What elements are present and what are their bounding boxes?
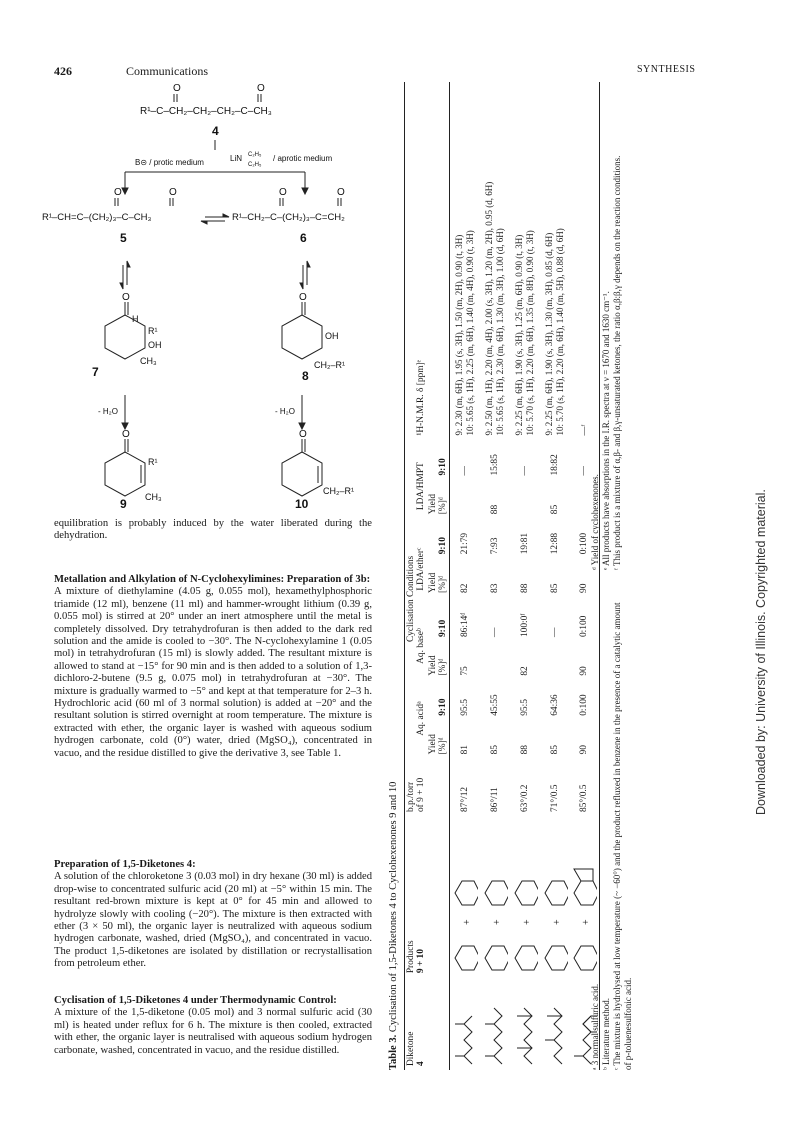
- cell-nmr: 9: 2.25 (m, 6H), 1.90 (s, 3H), 1.30 (m, 3H), 0.85 (d, 6H) 10: 5.70 (s, 1H), 2.20 (m, 6H), 1.40 (m, 5H), 0.88 (d, 6H): [543, 228, 565, 436]
- para-metallation: A mixture of diethylamine (4.05 g, 0.055 mol), hexamethylphosphoric triamide (12 ml), benzene (11 ml) and hammer-wrought lithium (0.39 g, 0.055 mol) is stirred at 20° under an inert atmosphere until the metal is completely dissolved. Dry tetrahydrofuran is then added to the dark red solution and the amide is cooled to −30°. The N-cyclohexylamine 1 (0.05 mol) in tetrahydrofuran (15 ml) is slowly added. The resultant mixture is allowed to stand at −15° for 90 min and is then added to a solution of 1,3-dichloro-2-butene (9.5 g, 0.075 mol) in tetrahydrofuran at −30°. The mixture is gradually warmed to −5° and kept at that temperature for 2–3 h. Hydrochloric acid (60 ml of 3 normal solution) is added at −20° and the resultant solution is stirred overnight at room temperature. The mixture is extracted with ether, the organic layer is washed with aqueous sodium hydrogen carbonate, cold (0°) water, dried (MgSO₄), concentrated in vacuo, and the residue distilled to give the derivative 3, see Table 1.: [54, 586, 372, 759]
- download-watermark-text: Downloaded by: University of Illinois. Copyrighted material.: [754, 489, 768, 815]
- sub-h: H: [132, 314, 139, 324]
- label-4: 4: [212, 124, 219, 138]
- minus-water: - H₂O: [98, 407, 118, 416]
- table-caption-label: Table 3.: [388, 1034, 399, 1070]
- ring-o: O: [122, 292, 130, 303]
- para-diketones: A solution of the chloroketone 3 (0.03 mol) in dry hexane (30 ml) is added drop-wise to concentrated sulfuric acid (20 ml) at −5° within 15 min. The resultant red-brown mixture is kept at 0° for 45 min and allowed to hydrolyze slowly with cooling (−20°). The mixture is then extracted with ether (3 × 50 ml), the organic layer is neutralized with aqueous sodium hydrogen carbonate, washed, dried (MgSO₄), and concentrated in vacuo. The product 1,5-diketones are isolated by distillation or recrystallisation from petroleum ether.: [54, 871, 372, 970]
- diketone-skeleton-icon: [452, 1006, 478, 1066]
- table-caption: [388, 782, 399, 1070]
- compound-6: R¹–CH₂–C–(CH₂)₃–C=CH₂: [232, 212, 345, 223]
- diketone-skeleton-icon: [512, 1006, 538, 1066]
- label-7: 7: [92, 365, 99, 379]
- cell-bp: 86°/11: [489, 787, 500, 813]
- condition-aprotic: / aprotic medium: [273, 154, 333, 163]
- reaction-scheme: [40, 80, 385, 510]
- intro-paragraph: [54, 518, 372, 543]
- col-bp: b.p./torr of 9 + 10: [406, 777, 426, 813]
- svg-text:+: +: [491, 919, 503, 926]
- carbonyl-o: O: [169, 187, 177, 198]
- label-5: 5: [120, 231, 127, 245]
- table-row: + 71°/0.5 85 64:36 — 85 12:88 85 18:82 9: 2.25 (m, 6H), 1.90 (s, 3H), 1.30 (m, 3H), 0.85 (d, 6H) 10: 5.70 (s, 1H), 2.20 (m, 6H), 1.40 (m, 5H), 0.88 (d, 6H): [540, 82, 570, 1070]
- section-cyclisation: [54, 995, 372, 1057]
- diketone-structure: [540, 977, 570, 1070]
- footnote-e: ᵉ All products have absorptions in the I.R. spectra at ν = 1670 and 1630 cm⁻¹.: [601, 291, 611, 570]
- carbonyl-o: O: [257, 83, 265, 94]
- sub-ch3: CH₃: [145, 492, 162, 502]
- amide-bottom: C₂H₅: [248, 162, 262, 168]
- col-conditions: Cyclisation Conditions Aq. acidᵃ Aq. baseᵇ LDA/etherᶜ LDA/HMPT: [406, 462, 426, 736]
- footnote-a: ᵃ 3 normal sulfuric acid.: [590, 983, 600, 1070]
- download-watermark: [740, 395, 770, 815]
- product-structures: [510, 816, 540, 977]
- diketone-structure: [450, 977, 480, 1070]
- scheme-drawing: [40, 80, 385, 510]
- section-diketones: [54, 859, 372, 971]
- sub-ch3: CH₃: [140, 356, 157, 366]
- footnote-f: ᶠ This product is a mixture of α,β- and β,γ-unsaturated ketones, the ratio α,β:β,γ depends on the reaction conditions.: [612, 155, 622, 570]
- condition-protic: B⊝ / protic medium: [135, 158, 204, 167]
- para-cyclisation: A mixture of the 1,5-diketone (0.05 mol) and 3 normal sulfuric acid (30 ml) is heated under reflux for 6 h. The mixture is then cooled, extracted with ether, the organic layer is neutralised with aqueous sodium hydrogen carbonate, washed, concentrated in vacuo, and the residue distilled.: [54, 1007, 372, 1056]
- cyclohexenone-pair-icon: [482, 863, 508, 973]
- ring-o: O: [122, 429, 130, 440]
- footnote-d: ᵈ Yield of cyclohexenones.: [590, 474, 600, 570]
- footnote-c: ᶜ The mixture is hydrolysed at low temperature (~ −60°) and the product refluxed in benzene in the presence of a catalytic amount of p-toluenesulfonic acid.: [612, 602, 633, 1070]
- amide-li: LiN: [230, 154, 243, 163]
- carbonyl-o: O: [173, 83, 181, 94]
- sub-ch2r1: CH₂–R¹: [323, 486, 354, 496]
- diketone-structure: [510, 977, 540, 1070]
- table-row: + 86°/11 85 45:55 — 83 7:93 88 15:85 9: 2.50 (m, 1H), 2.20 (m, 4H), 2.00 (s, 3H), 1.20 (m, 2H), 0.95 (d, 6H) 10: 5.65 (s, 1H), 2.30 (m, 6H), 1.30 (m, 3H), 1.00 (d, 6H): [480, 82, 510, 1070]
- minus-water: - H₂O: [275, 407, 295, 416]
- sub-oh: OH: [148, 340, 162, 350]
- col-diketone: Diketone 4: [406, 1031, 426, 1066]
- table-row: + 87°/12 81 95:5 75 86:14ᵈ 82 21:79 — 9: 2.30 (m, 6H), 1.95 (s, 3H), 1.50 (m, 2H), 0.90 (t, 3H) 10: 5.65 (s, 1H), 2.25 (m, 6H), 1.40 (m, 4H), 0.90 (t, 3H): [450, 82, 480, 1070]
- cell-bp: 85°/0.5: [579, 784, 590, 813]
- table-row: + 85°/0.5 90 0:100 90 0:100 90 0:100 — —ᶠ: [570, 82, 600, 1070]
- cyclohexenone-pair-icon: [542, 863, 568, 973]
- cell-bp: 71°/0.5: [549, 784, 560, 813]
- cell-bp: 87°/12: [459, 786, 470, 813]
- label-8: 8: [302, 369, 309, 383]
- footnotes-right: [590, 100, 623, 570]
- col-products: Products 9 + 10: [406, 940, 426, 974]
- product-structures: [480, 816, 510, 977]
- cyclohexenone-pair-icon: [452, 863, 478, 973]
- cyclohexenone-pair-icon: [512, 863, 538, 973]
- sub-oh: OH: [325, 331, 339, 341]
- sub-r1: R¹: [148, 457, 158, 467]
- data-table: Diketone 4 Products 9 + 10 b.p./torr of 9 + 10 Cyclisation Conditions Aq. acidᵃ Aq. baseᵇ LDA/etherᶜ LDA/HMPT ¹H-N.M.R. δ [ppm]ᵉ Yield [%]ᵈ 9:10 Yield [%]ᵈ 9:10 Yield [%]ᵈ 9:10 Yield [%]ᵈ 9:10 + 87°/12 81 95:5 75 86:14ᵈ 82 21:79 — 9: 2.30 (m, 6H), 1.95 (s, 3H), 1.50 (m, 2H), 0.90 (t, 3H) 10: 5.65 (s, 1H), 2.25 (m, 6H), 1.40 (m, 4H), 0.90 (t, 3H) + 86°/11 85 45:55 — 83 7:93 88 15:85 9: 2.50 (m, 1H), 2.20 (m, 4H), 2.00 (s, 3H), 1.20 (m, 2H), 0.95 (d, 6H) 10: 5.65 (s, 1H), 2.30 (m, 6H), 1.30 (m, 3H), 1.00 (d, 6H) + 63°/0.2 88 95:5 82 100:0ᶠ 88 19:81 — 9: 2.25 (m, 6H), 1.90 (s, 3H), 1.25 (m, 6H), 0.90 (t, 3H) 10: 5.70 (s, 1H), 2.20 (m, 6H), 1.35 (m, 8H), 0.90 (t, 3H) + 71°/0.5 85 64:36 — 85 12:88 85 18:82 9: 2.25 (m, 6H), 1.90 (s, 3H), 1.30 (m, 3H), 0.85 (d, 6H) 10: 5.70 (s, 1H), 2.20 (m, 6H), 1.40 (m, 5H), 0.88 (d, 6H) + 85°/0.5 90 0:100 90 0:100 90 0:100 — —ᶠ: [404, 82, 600, 1070]
- footnotes-left: [590, 600, 634, 1070]
- ring-o: O: [299, 292, 307, 303]
- cell-nmr: 9: 2.50 (m, 1H), 2.20 (m, 4H), 2.00 (s, 3H), 1.20 (m, 2H), 0.95 (d, 6H) 10: 5.65 (s, 1H), 2.30 (m, 6H), 1.30 (m, 3H), 1.00 (d, 6H): [483, 181, 505, 436]
- carbonyl-o: O: [337, 187, 345, 198]
- product-structures: [450, 816, 480, 977]
- footnote-b: ᵇ Literature method.: [601, 997, 611, 1070]
- svg-text:+: +: [551, 919, 563, 926]
- cell-nmr: 9: 2.25 (m, 6H), 1.90 (s, 3H), 1.25 (m, 6H), 0.90 (t, 3H) 10: 5.70 (s, 1H), 2.20 (m, 6H), 1.35 (m, 8H), 0.90 (t, 3H): [513, 230, 535, 436]
- sub-r1: R¹: [148, 326, 158, 336]
- heading-metallation: Metallation and Alkylation of N-Cyclohexylimines: Preparation of 3b:: [54, 574, 371, 585]
- table-3-region: [388, 80, 648, 1070]
- label-10: 10: [295, 497, 309, 510]
- carbonyl-o: O: [114, 187, 122, 198]
- section-title: Communications: [126, 64, 208, 78]
- amide-top: C₂H₅: [248, 152, 262, 158]
- journal-name: SYNTHESIS: [637, 64, 696, 75]
- svg-text:+: +: [521, 919, 533, 926]
- table-3-rotated: [388, 80, 648, 1070]
- table-body: [450, 82, 600, 1070]
- svg-text:+: +: [581, 919, 593, 926]
- cell-nmr: —ᶠ: [578, 424, 589, 436]
- table-row: + 63°/0.2 88 95:5 82 100:0ᶠ 88 19:81 — 9: 2.25 (m, 6H), 1.90 (s, 3H), 1.25 (m, 6H), 0.90 (t, 3H) 10: 5.70 (s, 1H), 2.20 (m, 6H), 1.35 (m, 8H), 0.90 (t, 3H): [510, 82, 540, 1070]
- cell-bp: 63°/0.2: [519, 784, 530, 813]
- sub-ch2r1: CH₂–R¹: [314, 360, 345, 370]
- label-6: 6: [300, 231, 307, 245]
- label-9: 9: [120, 497, 127, 510]
- diketone-skeleton-icon: [542, 1006, 568, 1066]
- compound-4: R¹–C–CH₂–CH₂–CH₂–C–CH₃: [140, 106, 272, 117]
- cell-nmr: 9: 2.30 (m, 6H), 1.95 (s, 3H), 1.50 (m, 2H), 0.90 (t, 3H) 10: 5.65 (s, 1H), 2.25 (m, 6H), 1.40 (m, 4H), 0.90 (t, 3H): [453, 230, 475, 436]
- svg-text:+: +: [461, 919, 473, 926]
- product-structures: [540, 816, 570, 977]
- ring-o: O: [299, 429, 307, 440]
- para-equilibration: equilibration is probably induced by the water liberated during the dehydration.: [54, 518, 372, 542]
- heading-cyclisation: Cyclisation of 1,5-Diketones 4 under Thermodynamic Control:: [54, 995, 337, 1006]
- section-metallation: [54, 574, 372, 760]
- table-caption-text: Cyclisation of 1,5-Diketones 4 to Cyclohexenones 9 and 10: [388, 781, 399, 1033]
- col-nmr: ¹H-N.M.R. δ [ppm]ᵉ: [416, 359, 426, 436]
- carbonyl-o: O: [279, 187, 287, 198]
- page-number: 426: [54, 64, 72, 78]
- compound-5: R¹–CH=C–(CH₂)₃–C–CH₃: [42, 212, 152, 223]
- diketone-skeleton-icon: [482, 1006, 508, 1066]
- heading-diketones: Preparation of 1,5-Diketones 4:: [54, 859, 196, 870]
- diketone-structure: [480, 977, 510, 1070]
